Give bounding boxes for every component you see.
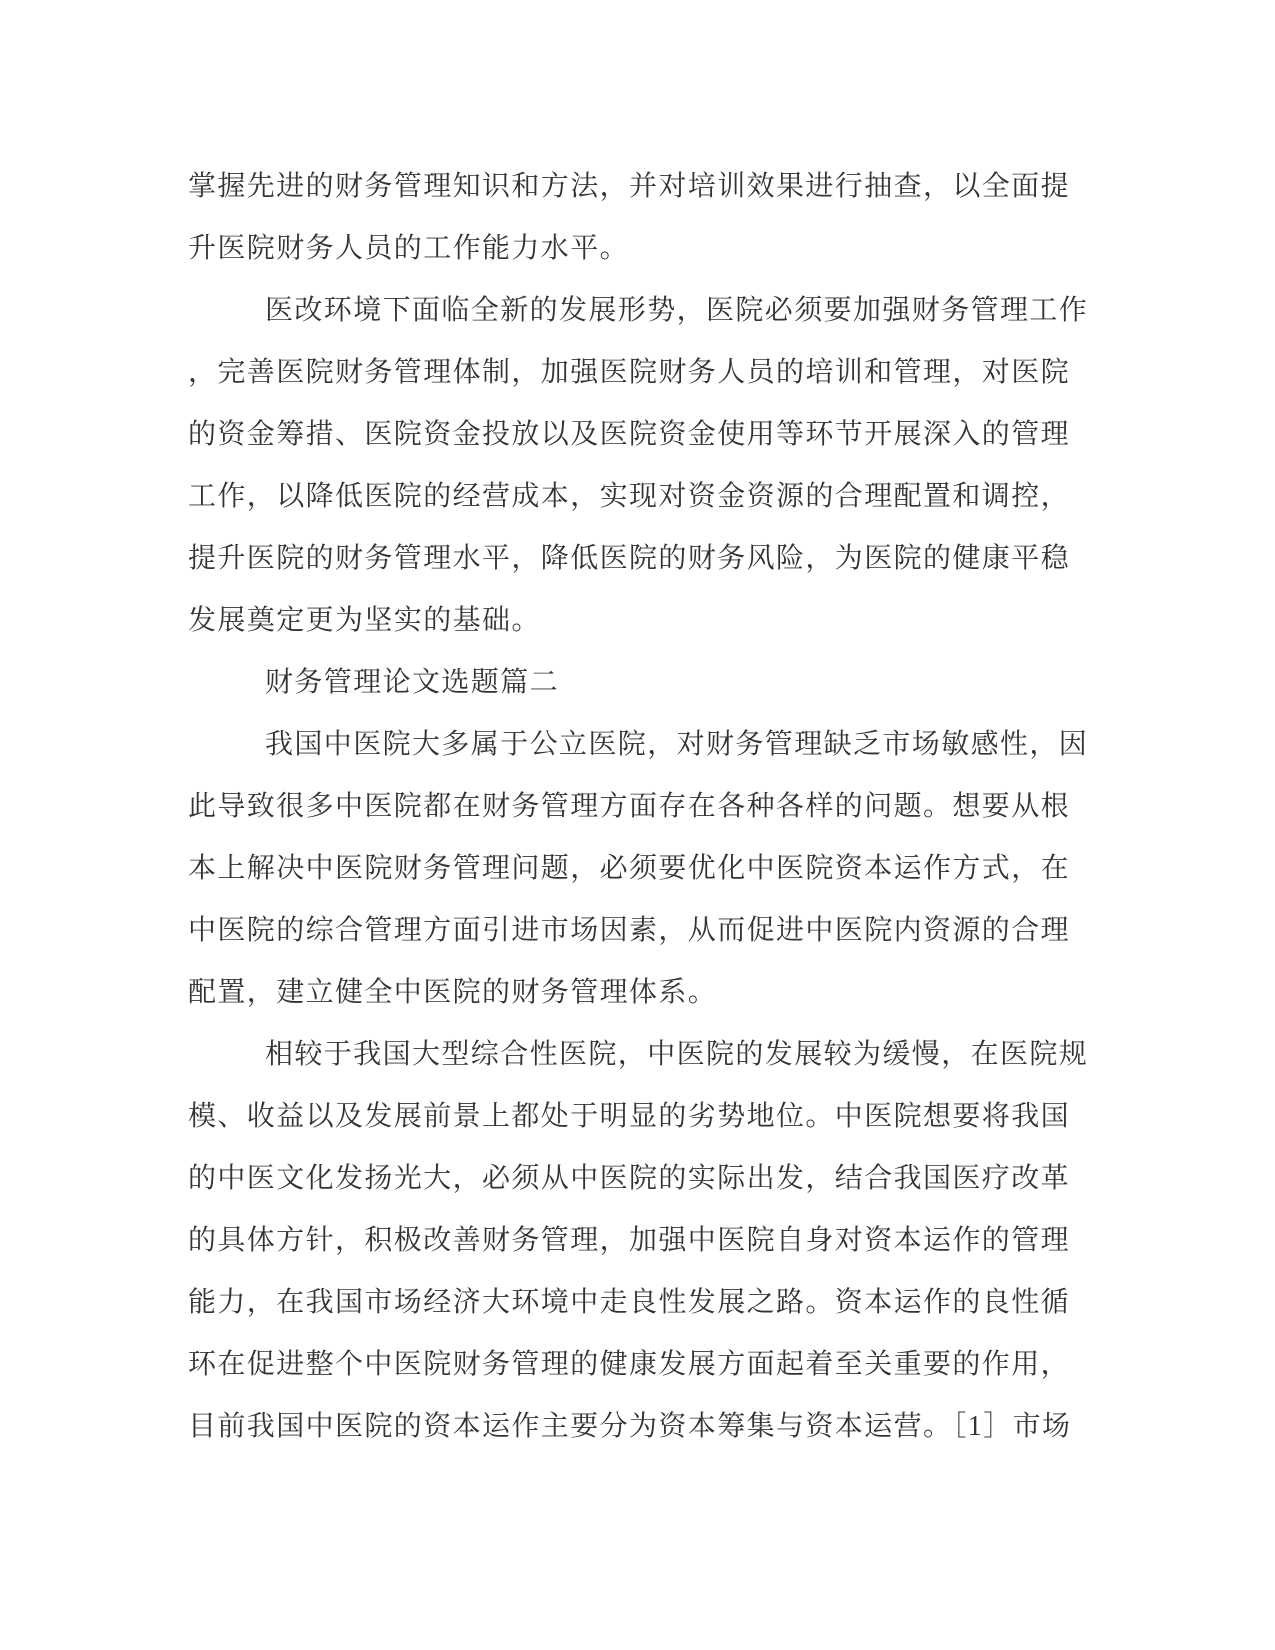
text-line: ，完善医院财务管理体制，加强医院财务人员的培训和管理，对医院 <box>188 357 1071 388</box>
text-line: 模、收益以及发展前景上都处于明显的劣势地位。中医院想要将我国 <box>188 1101 1071 1132</box>
text-line: 环在促进整个中医院财务管理的健康发展方面起着至关重要的作用， <box>188 1349 1071 1380</box>
paragraph <box>188 714 1188 1024</box>
text-line: 相较于我国大型综合性医院，中医院的发展较为缓慢，在医院规 <box>265 1039 1089 1070</box>
text-line: 能力，在我国市场经济大环境中走良性发展之路。资本运作的良性循 <box>188 1287 1071 1318</box>
text-line: 的具体方针，积极改善财务管理，加强中医院自身对资本运作的管理 <box>188 1225 1071 1256</box>
document-body <box>188 156 1188 1458</box>
text-line: 目前我国中医院的资本运作主要分为资本筹集与资本运营。［1］市场 <box>188 1411 1072 1442</box>
text-line: 此导致很多中医院都在财务管理方面存在各种各样的问题。想要从根 <box>188 791 1071 822</box>
section-heading-text: 财务管理论文选题篇二 <box>265 667 560 698</box>
text-line: 提升医院的财务管理水平，降低医院的财务风险，为医院的健康平稳 <box>188 543 1071 574</box>
text-line: 医改环境下面临全新的发展形势，医院必须要加强财务管理工作 <box>265 295 1089 326</box>
section-heading <box>188 652 1188 714</box>
text-line: 的资金筹措、医院资金投放以及医院资金使用等环节开展深入的管理 <box>188 419 1071 450</box>
text-line: 工作，以降低医院的经营成本，实现对资金资源的合理配置和调控， <box>188 481 1071 512</box>
text-line: 的中医文化发扬光大，必须从中医院的实际出发，结合我国医疗改革 <box>188 1163 1071 1194</box>
text-line: 升医院财务人员的工作能力水平。 <box>188 233 630 264</box>
text-line: 配置，建立健全中医院的财务管理体系。 <box>188 977 718 1008</box>
text-line: 掌握先进的财务管理知识和方法，并对培训效果进行抽查，以全面提 <box>188 171 1071 202</box>
paragraph <box>188 1024 1188 1458</box>
paragraph <box>188 156 1188 280</box>
text-line: 我国中医院大多属于公立医院，对财务管理缺乏市场敏感性，因 <box>265 729 1089 760</box>
text-line: 本上解决中医院财务管理问题，必须要优化中医院资本运作方式，在 <box>188 853 1071 884</box>
paragraph <box>188 280 1188 652</box>
text-line: 发展奠定更为坚实的基础。 <box>188 605 541 636</box>
text-line: 中医院的综合管理方面引进市场因素，从而促进中医院内资源的合理 <box>188 915 1071 946</box>
